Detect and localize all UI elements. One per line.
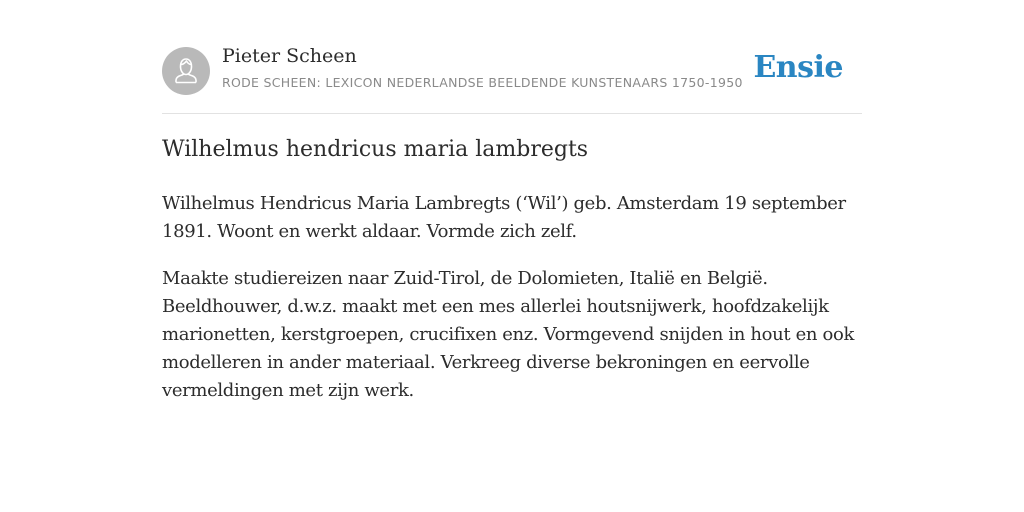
author-name[interactable]: Pieter Scheen: [222, 45, 357, 67]
entry-card: [162, 0, 862, 401]
source-label[interactable]: RODE SCHEEN: LEXICON NEDERLANDSE BEELDENDE KUNSTENAARS 1750-1950: [222, 75, 743, 90]
entry-header: [162, 0, 862, 114]
entry-paragraph: Wilhelmus Hendricus Maria Lambregts (‘Wil’) geb. Amsterdam 19 september 1891. Woont en werkt aldaar. Vormde zich zelf.: [162, 193, 846, 242]
entry-paragraph: Maakte studiereizen naar Zuid-Tirol, de Dolomieten, Italië en België. Beeldhouwer, d.w.z. maakt met een mes allerlei houtsnijwerk, hoofdzakelijk marionetten, kerstgroepen, crucifixen enz. Vormgevend snijden in hout en ook modelleren in ander materiaal. Verkreeg diverse bekroningen en eervolle vermeldingen met zijn werk.: [162, 268, 855, 401]
ensie-logo[interactable]: Ensie: [753, 50, 843, 85]
entry-title: Wilhelmus hendricus maria lambregts: [162, 137, 589, 162]
user-icon: [162, 47, 210, 95]
author-avatar[interactable]: [162, 47, 210, 95]
entry-body: [162, 190, 862, 424]
